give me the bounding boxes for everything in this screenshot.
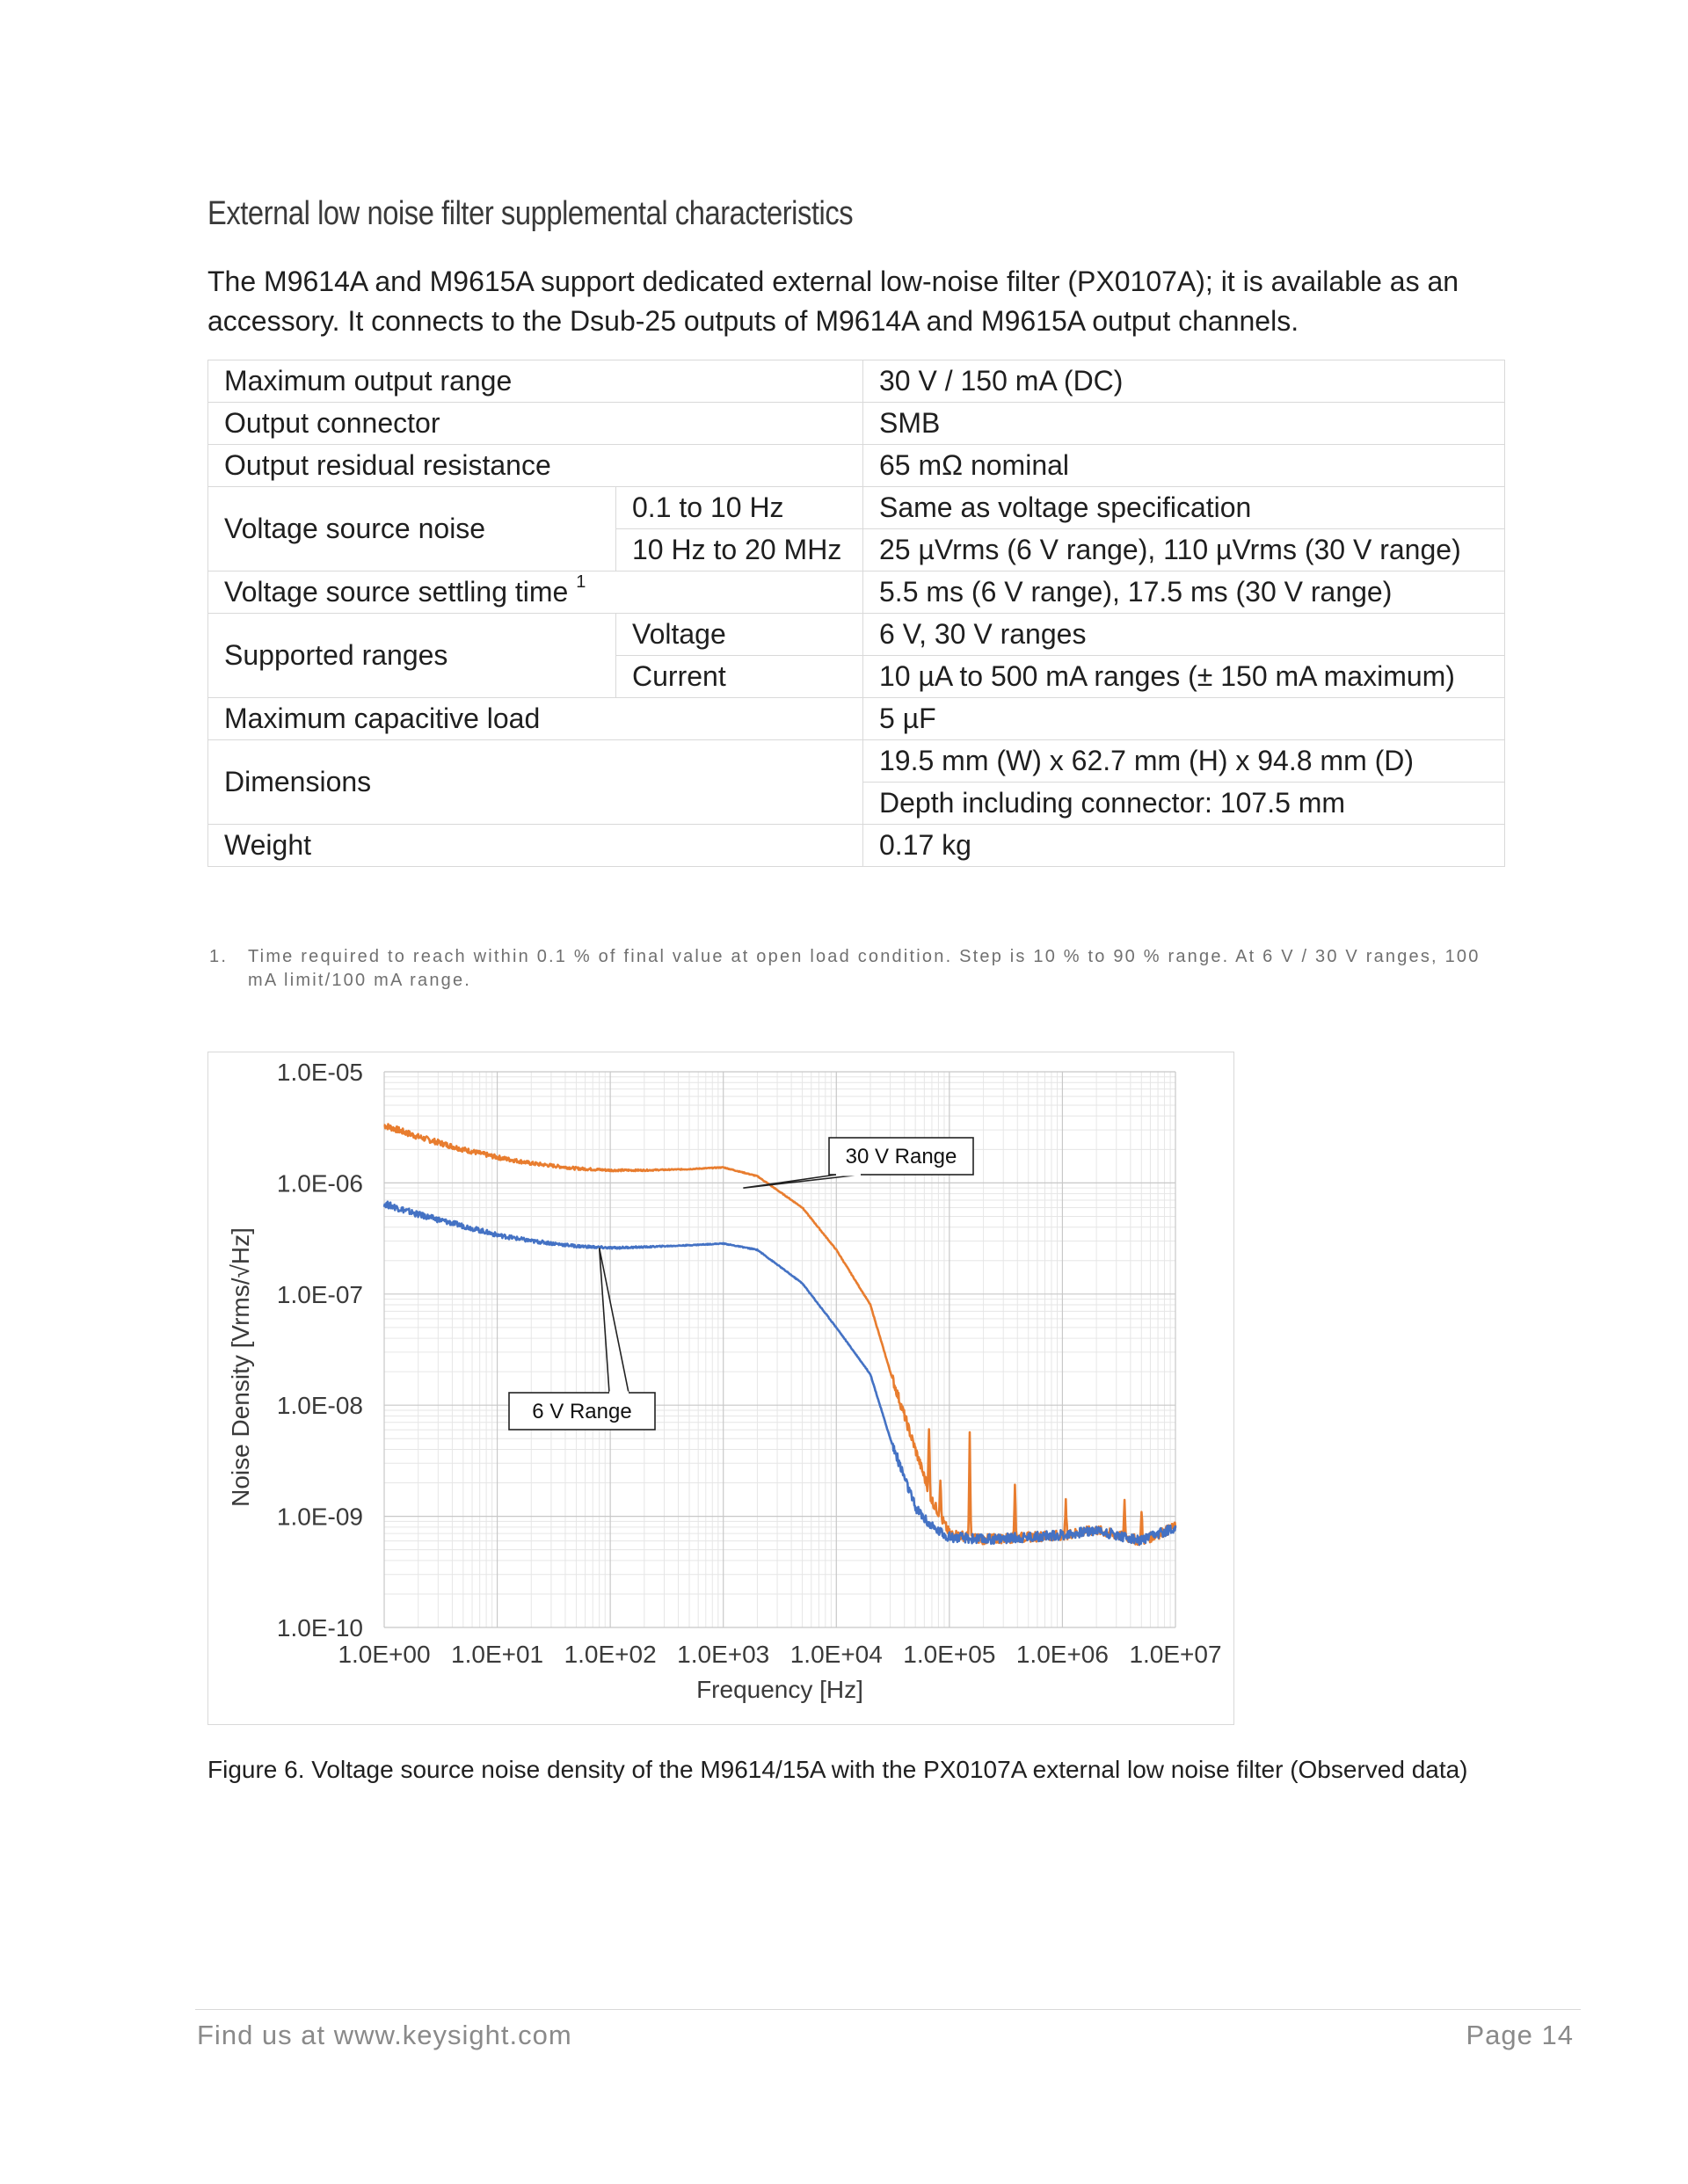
footnote-number: 1. <box>209 947 229 966</box>
table-row <box>208 698 1505 740</box>
row-sublabel: Current <box>616 656 863 698</box>
y-tick-label: 1.0E-05 <box>276 1059 363 1086</box>
table-row <box>208 740 1505 783</box>
y-tick-label: 1.0E-06 <box>276 1169 363 1198</box>
settling-label-text: Voltage source settling time <box>224 576 569 608</box>
row-label: Voltage source noise <box>208 487 616 571</box>
table-row <box>208 403 1505 445</box>
row-value: 65 mΩ nominal <box>863 445 1505 487</box>
figure-caption: Figure 6. Voltage source noise density of the M9614/15A with the PX0107A external low noise filter (Observed data) <box>207 1756 1468 1783</box>
table-row <box>208 487 1505 529</box>
x-tick-label: 1.0E+06 <box>1015 1641 1109 1668</box>
table-row <box>208 614 1505 656</box>
table-row <box>208 360 1505 403</box>
footer-website[interactable]: Find us at www.keysight.com <box>197 2020 572 2050</box>
y-tick-label: 1.0E-10 <box>276 1614 363 1642</box>
row-value: Same as voltage specification <box>863 487 1505 529</box>
x-tick-label: 1.0E+03 <box>677 1641 770 1668</box>
callout-label: 30 V Range <box>845 1145 957 1168</box>
row-value: SMB <box>863 403 1505 445</box>
noise-density-chart <box>207 1052 1234 1725</box>
table-row <box>208 445 1505 487</box>
row-value: 5 µF <box>863 698 1505 740</box>
x-tick-label: 1.0E+02 <box>564 1641 657 1668</box>
row-label: Output connector <box>208 403 863 445</box>
row-label: Supported ranges <box>208 614 616 698</box>
y-tick-label: 1.0E-09 <box>276 1503 363 1531</box>
x-tick-label: 1.0E+07 <box>1129 1641 1222 1668</box>
row-value: 10 µA to 500 mA ranges (± 150 mA maximum) <box>863 656 1505 698</box>
intro-paragraph: The M9614A and M9615A support dedicated external low-noise filter (PX0107A); it is available as an accessory. It connects to the Dsub-25 outputs of M9614A and M9615A output channels. <box>207 266 1459 337</box>
y-tick-label: 1.0E-08 <box>276 1392 363 1420</box>
row-value: 25 µVrms (6 V range), 110 µVrms (30 V range) <box>863 529 1505 571</box>
row-label <box>208 571 863 614</box>
row-value: 30 V / 150 mA (DC) <box>863 360 1505 403</box>
x-tick-label: 1.0E+04 <box>789 1641 883 1668</box>
row-label: Maximum capacitive load <box>208 698 863 740</box>
row-label: Weight <box>208 825 863 867</box>
spec-table <box>207 360 1505 867</box>
row-value: 6 V, 30 V ranges <box>863 614 1505 656</box>
row-value: 5.5 ms (6 V range), 17.5 ms (30 V range) <box>863 571 1505 614</box>
row-sublabel: Voltage <box>616 614 863 656</box>
footnote-mark: 1 <box>576 572 586 592</box>
row-label: Output residual resistance <box>208 445 863 487</box>
row-label: Maximum output range <box>208 360 863 403</box>
series-line-6-v-range <box>384 1202 1175 1545</box>
row-value: Depth including connector: 107.5 mm <box>863 783 1505 825</box>
x-tick-label: 1.0E+05 <box>903 1641 996 1668</box>
chart-svg <box>208 1052 1235 1726</box>
series-line-30-v-range <box>384 1125 1175 1546</box>
x-axis-label: Frequency [Hz] <box>696 1676 863 1703</box>
footer-divider <box>195 2009 1581 2010</box>
callout-pointer <box>600 1248 629 1393</box>
x-tick-label: 1.0E+00 <box>338 1641 431 1668</box>
row-label: Dimensions <box>208 740 863 825</box>
x-tick-label: 1.0E+01 <box>451 1641 544 1668</box>
callout-label: 6 V Range <box>532 1400 632 1423</box>
row-sublabel: 0.1 to 10 Hz <box>616 487 863 529</box>
section-title: External low noise filter supplemental characteristics <box>207 195 854 232</box>
table-row <box>208 825 1505 867</box>
row-value: 19.5 mm (W) x 62.7 mm (H) x 94.8 mm (D) <box>863 740 1505 783</box>
y-tick-label: 1.0E-07 <box>276 1280 363 1308</box>
footer-page-number: Page 14 <box>1466 2020 1574 2050</box>
row-sublabel: 10 Hz to 20 MHz <box>616 529 863 571</box>
y-axis-label: Noise Density [Vrms/√Hz] <box>227 1227 254 1507</box>
table-row <box>208 571 1505 614</box>
footnote-text: Time required to reach within 0.1 % of final value at open load condition. Step is 10 % to 90 % range. At 6 V / 30 V ranges, 100 mA limit/100 mA range. <box>248 947 1481 990</box>
row-value: 0.17 kg <box>863 825 1505 867</box>
